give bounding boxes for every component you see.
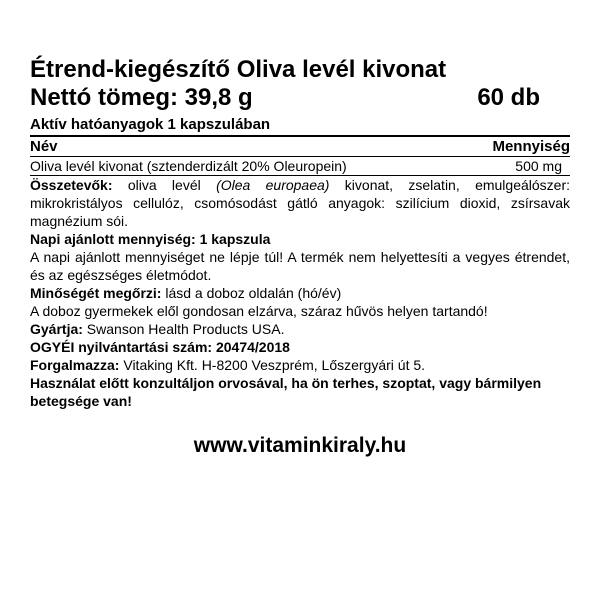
best-before-label: Minőségét megőrzi: bbox=[30, 285, 162, 301]
manufacturer-label: Gyártja: bbox=[30, 321, 83, 337]
ingredients-label: Összetevők: bbox=[30, 177, 113, 193]
ingredients-latin: (Olea europaea) bbox=[216, 177, 330, 193]
active-ingredients-heading: Aktív hatóanyagok 1 kapszulában bbox=[30, 116, 271, 133]
ingredient-amount: 500 mg bbox=[515, 158, 562, 174]
ingredient-name: Oliva levél kivonat (sztenderdizált 20% Oleuropein) bbox=[30, 158, 347, 174]
product-label bbox=[30, 56, 570, 459]
manufacturer-value: Swanson Health Products USA. bbox=[82, 321, 285, 337]
dosage-text: A napi ajánlott mennyiséget ne lépje túl! A termék nem helyettesíti a vegyes étrendet, és az egészséges életmódot. bbox=[30, 249, 570, 283]
ingredients-paragraph bbox=[30, 176, 570, 230]
net-weight-line bbox=[30, 84, 570, 112]
distributor-label: Forgalmazza: bbox=[30, 357, 120, 373]
capsule-count: 60 db bbox=[477, 84, 540, 111]
ogyei-number: OGYÉI nyilvántartási szám: 20474/2018 bbox=[30, 339, 290, 355]
ingredients-post: kivonat, zselatin, emulgeálószer: mikrokristályos cellulóz, csomósodást gátló anyagok: szilícium dioxid, zsírsavak magnézium sói. bbox=[30, 177, 571, 229]
manufacturer-line bbox=[30, 320, 570, 338]
table-header-row bbox=[30, 137, 570, 156]
net-weight: Nettó tömeg: 39,8 g bbox=[30, 84, 253, 111]
website-link[interactable]: www.vitaminkiraly.hu bbox=[193, 434, 407, 457]
col-amount-header: Mennyiség bbox=[492, 138, 570, 155]
dosage-heading: Napi ajánlott mennyiség: 1 kapszula bbox=[30, 231, 271, 247]
best-before-value: lásd a doboz oldalán (hó/év) bbox=[161, 285, 342, 301]
col-name-header: Név bbox=[30, 138, 58, 155]
storage-text: A doboz gyermekek elől gondosan elzárva, száraz hűvös helyen tartandó! bbox=[30, 303, 488, 319]
ingredients-pre: oliva levél bbox=[112, 177, 217, 193]
warning-text: Használat előtt konzultáljon orvosával, ha ön terhes, szoptat, vagy bármilyen betegsége van! bbox=[30, 375, 542, 409]
table-row bbox=[30, 157, 570, 175]
distributor-value: Vitaking Kft. H-8200 Veszprém, Lőszergyári út 5. bbox=[119, 357, 426, 373]
product-title: Étrend-kiegészítő Oliva levél kivonat bbox=[30, 56, 447, 83]
distributor-line bbox=[30, 356, 570, 374]
best-before-line bbox=[30, 284, 570, 302]
